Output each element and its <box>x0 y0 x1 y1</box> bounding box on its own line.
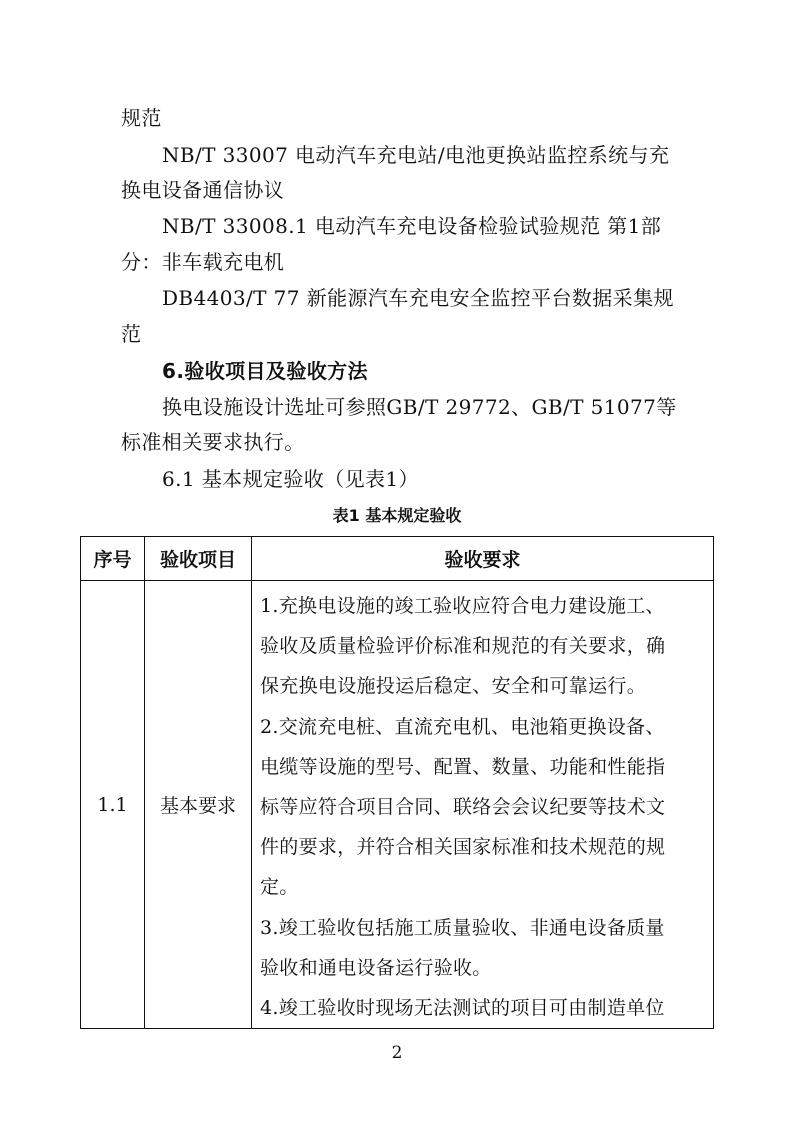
acceptance-table <box>80 536 714 1029</box>
requirement-line: 4.竣工验收时现场无法测试的项目可由制造单位 <box>260 997 665 1020</box>
requirement-line: 定。 <box>260 876 299 899</box>
body-line: NB/T 33008.1 电动汽车充电设备检验试验规范 第1部 <box>162 214 662 238</box>
table-caption: 表1 基本规定验收 <box>332 506 462 525</box>
table-row <box>81 581 714 1029</box>
row-number: 1.1 <box>81 581 145 1029</box>
body-line: 范 <box>121 322 142 346</box>
requirement-line: 验收和通电设备运行验收。 <box>260 956 492 979</box>
requirement-line: 保充换电设施投运后稳定、安全和可靠运行。 <box>260 675 647 698</box>
body-line: DB4403/T 77 新能源汽车充电安全监控平台数据采集规 <box>162 286 674 310</box>
col-header-item: 验收项目 <box>145 537 252 581</box>
row-requirements <box>252 581 714 1029</box>
body-line: 规范 <box>121 106 162 130</box>
requirement-line: 3.竣工验收包括施工质量验收、非通电设备质量 <box>260 916 665 939</box>
requirement-line: 1.充换电设施的竣工验收应符合电力建设施工、 <box>260 595 665 617</box>
body-line: 换电设施设计选址可参照GB/T 29772、GB/T 51077等 <box>162 395 677 419</box>
requirement-line: 电缆等设施的型号、配置、数量、功能和性能指 <box>260 755 666 778</box>
col-header-requirement: 验收要求 <box>252 537 714 581</box>
row-item: 基本要求 <box>145 581 252 1029</box>
subsection-heading: 6.1 基本规定验收（见表1） <box>162 467 419 491</box>
requirement-line: 2.交流充电桩、直流充电机、电池箱更换设备、 <box>260 715 665 738</box>
body-line: 换电设备通信协议 <box>121 178 285 202</box>
requirement-line: 标等应符合项目合同、联络会会议纪要等技术文 <box>260 796 666 819</box>
body-line: 标准相关要求执行。 <box>121 430 305 454</box>
page-number: 2 <box>391 1043 403 1063</box>
section-heading: 6.验收项目及验收方法 <box>162 359 368 383</box>
requirement-line: 件的要求，并符合相关国家标准和技术规范的规 <box>260 836 666 859</box>
table-header-row <box>81 537 714 581</box>
body-line: 分：非车载充电机 <box>121 250 285 274</box>
col-header-number: 序号 <box>81 537 145 581</box>
body-line: NB/T 33007 电动汽车充电站/电池更换站监控系统与充 <box>162 143 670 167</box>
requirement-line: 验收及质量检验评价标准和规范的有关要求，确 <box>260 635 666 658</box>
